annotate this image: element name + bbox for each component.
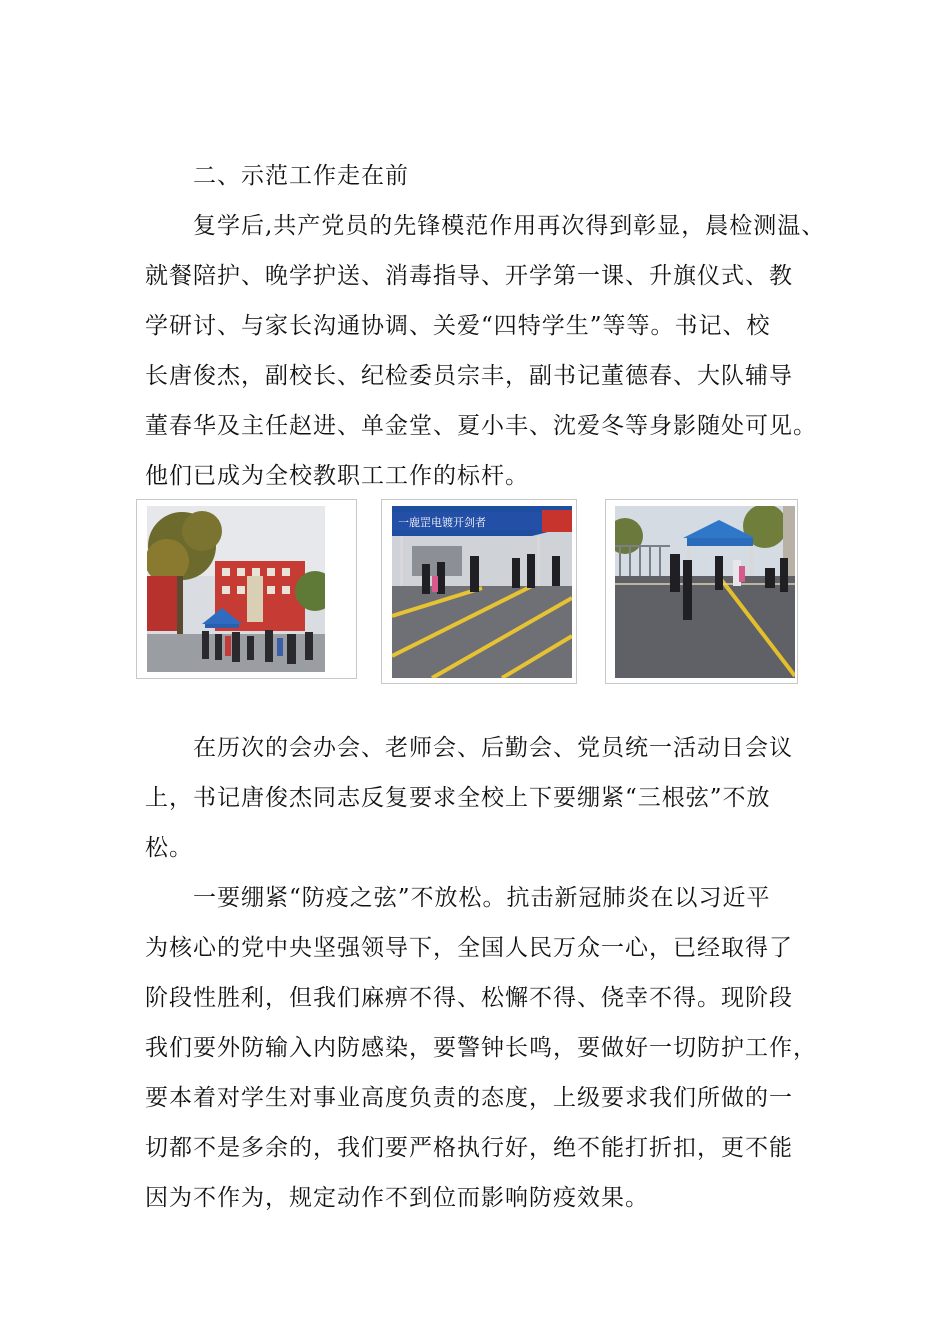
section-heading: 二、示范工作走在前 [193,163,409,189]
paragraph-line: 就餐陪护、晚学护送、消毒指导、开学第一课、升旗仪式、教 [145,263,793,289]
photo-gate-tent [605,499,798,684]
paragraph-line: 在历次的会办会、老师会、后勤会、党员统一活动日会议 [193,735,793,761]
paragraph-line: 长唐俊杰，副校长、纪检委员宗丰，副书记董德春、大队辅导 [145,363,793,389]
paragraph-line: 要本着对学生对事业高度负责的态度，上级要求我们所做的一 [145,1085,793,1111]
paragraph-line: 切都不是多余的，我们要严格执行好，绝不能打折扣，更不能 [145,1135,793,1161]
photo-registration-tent [381,499,577,684]
paragraph-line: 为核心的党中央坚强领导下，全国人民万众一心，已经取得了 [145,935,793,961]
photo-school-gate [136,499,357,679]
paragraph-line: 学研讨、与家长沟通协调、关爱“四特学生”等等。书记、校 [145,313,771,339]
paragraph-line: 他们已成为全校教职工工作的标杆。 [145,463,529,489]
paragraph-line: 上，书记唐俊杰同志反复要求全校上下要绷紧“三根弦”不放 [145,785,771,811]
paragraph-line: 复学后,共产党员的先锋模范作用再次得到彰显，晨检测温、 [193,213,826,239]
paragraph-line: 阶段性胜利，但我们麻痹不得、松懈不得、侥幸不得。现阶段 [145,985,793,1011]
paragraph-line: 我们要外防输入内防感染，要警钟长鸣，要做好一切防护工作， [145,1035,817,1061]
paragraph-line: 因为不作为，规定动作不到位而影响防疫效果。 [145,1185,649,1211]
paragraph-line: 董春华及主任赵进、单金堂、夏小丰、沈爱冬等身影随处可见。 [145,413,817,439]
tent-banner-text: 一鹿罡电镀开剑者 [398,516,486,529]
paragraph-line: 一要绷紧“防疫之弦”不放松。抗击新冠肺炎在以习近平 [193,885,771,911]
paragraph-line: 松。 [145,835,193,861]
